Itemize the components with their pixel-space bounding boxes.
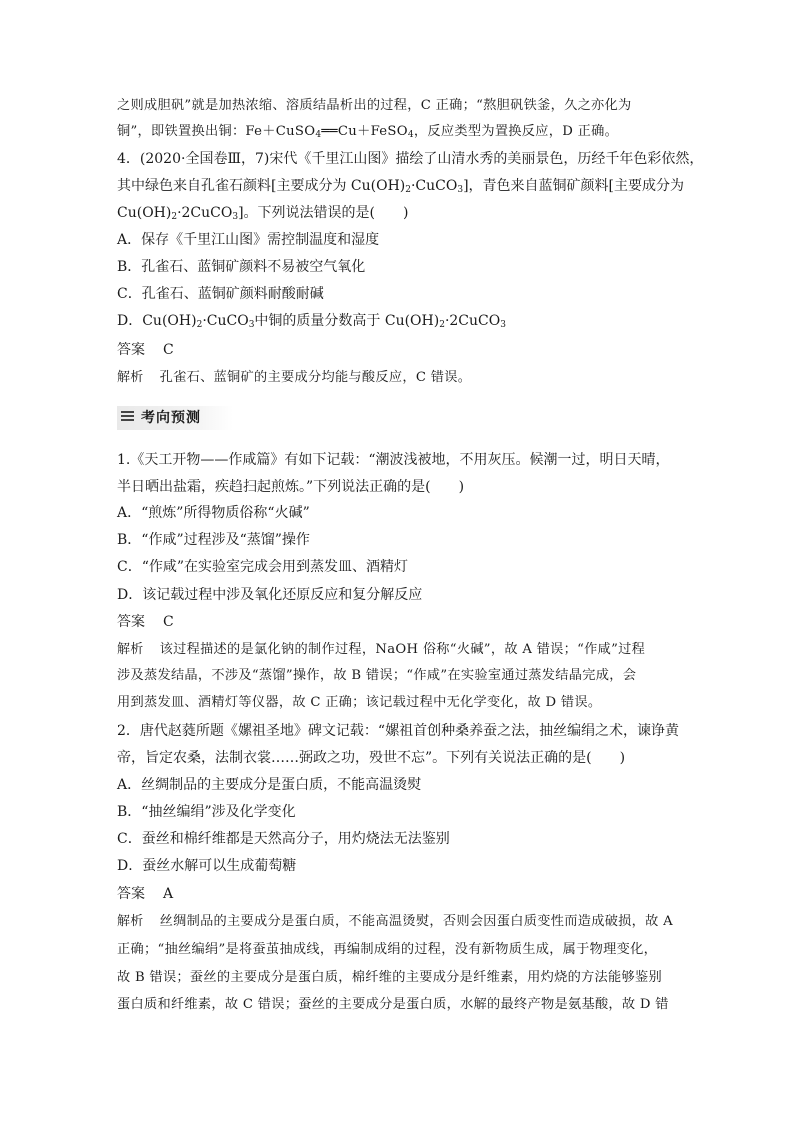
prediction-2-stem: 2．唐代赵蕤所题《嫘祖圣地》碑文记载：“嫘祖首创种桑养蚕之法，抽丝编绢之术，谏诤黄 bbox=[117, 723, 680, 739]
prediction-1-option-b: B．“作咸”过程涉及“蒸馏”操作 bbox=[117, 532, 310, 548]
prediction-2-analysis: 解析 丝绸制品的主要成分是蛋白质，不能高温烫熨，否则会因蛋白质变性而造成破损，故 A bbox=[117, 914, 673, 929]
prediction-2-stem: 帝，旨定农桑，法制衣裳……弼政之功，殁世不忘”。下列有关说法正确的是( ) bbox=[117, 750, 626, 766]
prediction-2-analysis: 正确；“抽丝编绢”是将蚕茧抽成线，再编制成绢的过程，没有新物质生成，属于物理变化， bbox=[117, 942, 658, 957]
prediction-2-option-d: D．蚕丝水解可以生成葡萄糖 bbox=[117, 858, 297, 874]
analysis-label: 解析 bbox=[117, 914, 144, 929]
question-4-option-c: C．孔雀石、蓝铜矿颜料耐酸耐碱 bbox=[117, 286, 324, 302]
prediction-2-analysis: 蛋白质和纤维素，故 C 错误；蚕丝的主要成分是蛋白质，水解的最终产物是氨基酸，故 D 错 bbox=[117, 997, 669, 1012]
analysis-label: 解析 bbox=[117, 370, 144, 385]
prediction-1-analysis: 涉及蒸发结晶，不涉及“蒸馏”操作，故 B 错误；“作咸”在实验室通过蒸发结晶完成，会 bbox=[117, 668, 637, 683]
answer-value: C bbox=[163, 614, 174, 630]
question-4-stem: 其中绿色来自孔雀石颜料[主要成分为 $Cu(OH)_2\cdot CuCO_3$]，青色来自蓝铜矿颜料[主要成分为 bbox=[117, 178, 685, 195]
analysis-label: 解析 bbox=[117, 642, 144, 657]
prediction-1-analysis: 用到蒸发皿、酒精灯等仪器，故 C 正确；该记载过程中无化学变化，故 D 错误。 bbox=[117, 695, 602, 710]
prediction-1-option-a: A．“煎炼”所得物质俗称“火碱” bbox=[117, 505, 310, 521]
explanation-line: 铜”，即铁置换出铜：Fe＋CuSO$_4$══Cu＋FeSO$_4$，反应类型为置换反应，D 正确。 bbox=[117, 124, 619, 140]
prediction-1-stem: 1.《天工开物——作咸篇》有如下记载：“潮波浅被地，不用灰压。候潮一过，明日天晴， bbox=[117, 452, 670, 468]
section-header bbox=[117, 406, 233, 430]
prediction-2-option-c: C．蚕丝和棉纤维都是天然高分子，用灼烧法无法鉴别 bbox=[117, 831, 450, 847]
prediction-1-option-c: C．“作咸”在实验室完成会用到蒸发皿、酒精灯 bbox=[117, 559, 409, 575]
prediction-1-stem: 半日晒出盐霜，疾趋扫起煎炼。”下列说法正确的是( ) bbox=[117, 479, 465, 495]
prediction-1-answer bbox=[117, 612, 679, 632]
section-title: 考向预测 bbox=[141, 410, 201, 426]
prediction-2-answer bbox=[117, 884, 679, 904]
list-icon bbox=[121, 411, 134, 425]
question-4-answer bbox=[117, 340, 679, 360]
explanation-line: 之则成胆矾”就是加热浓缩、溶质结晶析出的过程，C 正确；“熬胆矾铁釜，久之亦化为 bbox=[117, 98, 632, 113]
question-4-stem: 4．(2020·全国卷Ⅲ，7)宋代《千里江山图》描绘了山清水秀的美丽景色，历经千年色彩依然， bbox=[117, 151, 704, 167]
answer-value: A bbox=[163, 886, 174, 902]
question-4-stem: $Cu(OH)_2\cdot 2CuCO_3$]。下列说法错误的是( ) bbox=[117, 205, 409, 222]
prediction-2-option-a: A．丝绸制品的主要成分是蛋白质，不能高温烫熨 bbox=[117, 777, 422, 793]
question-4-option-a: A．保存《千里江山图》需控制温度和湿度 bbox=[117, 232, 380, 248]
prediction-2-option-b: B．“抽丝编绢”涉及化学变化 bbox=[117, 804, 296, 820]
prediction-2-analysis: 故 B 错误；蚕丝的主要成分是蛋白质，棉纤维的主要成分是纤维素，用灼烧的方法能够鉴别 bbox=[117, 970, 662, 985]
prediction-1-option-d: D．该记载过程中涉及氧化还原反应和复分解反应 bbox=[117, 587, 423, 603]
answer-value: C bbox=[163, 342, 174, 358]
question-4-option-d: D．$Cu(OH)_2\cdot CuCO_3$中铜的质量分数高于 $Cu(OH)_2\cdot 2CuCO_3$ bbox=[117, 313, 506, 330]
question-4-analysis: 解析 孔雀石、蓝铜矿的主要成分均能与酸反应，C 错误。 bbox=[117, 370, 472, 385]
answer-label: 答案 bbox=[117, 342, 145, 358]
question-4-option-b: B．孔雀石、蓝铜矿颜料不易被空气氧化 bbox=[117, 259, 366, 275]
prediction-1-analysis: 解析 该过程描述的是氯化钠的制作过程，NaOH 俗称“火碱”，故 A 错误；“作咸”过程 bbox=[117, 642, 646, 657]
answer-label: 答案 bbox=[117, 886, 145, 902]
answer-label: 答案 bbox=[117, 614, 145, 630]
